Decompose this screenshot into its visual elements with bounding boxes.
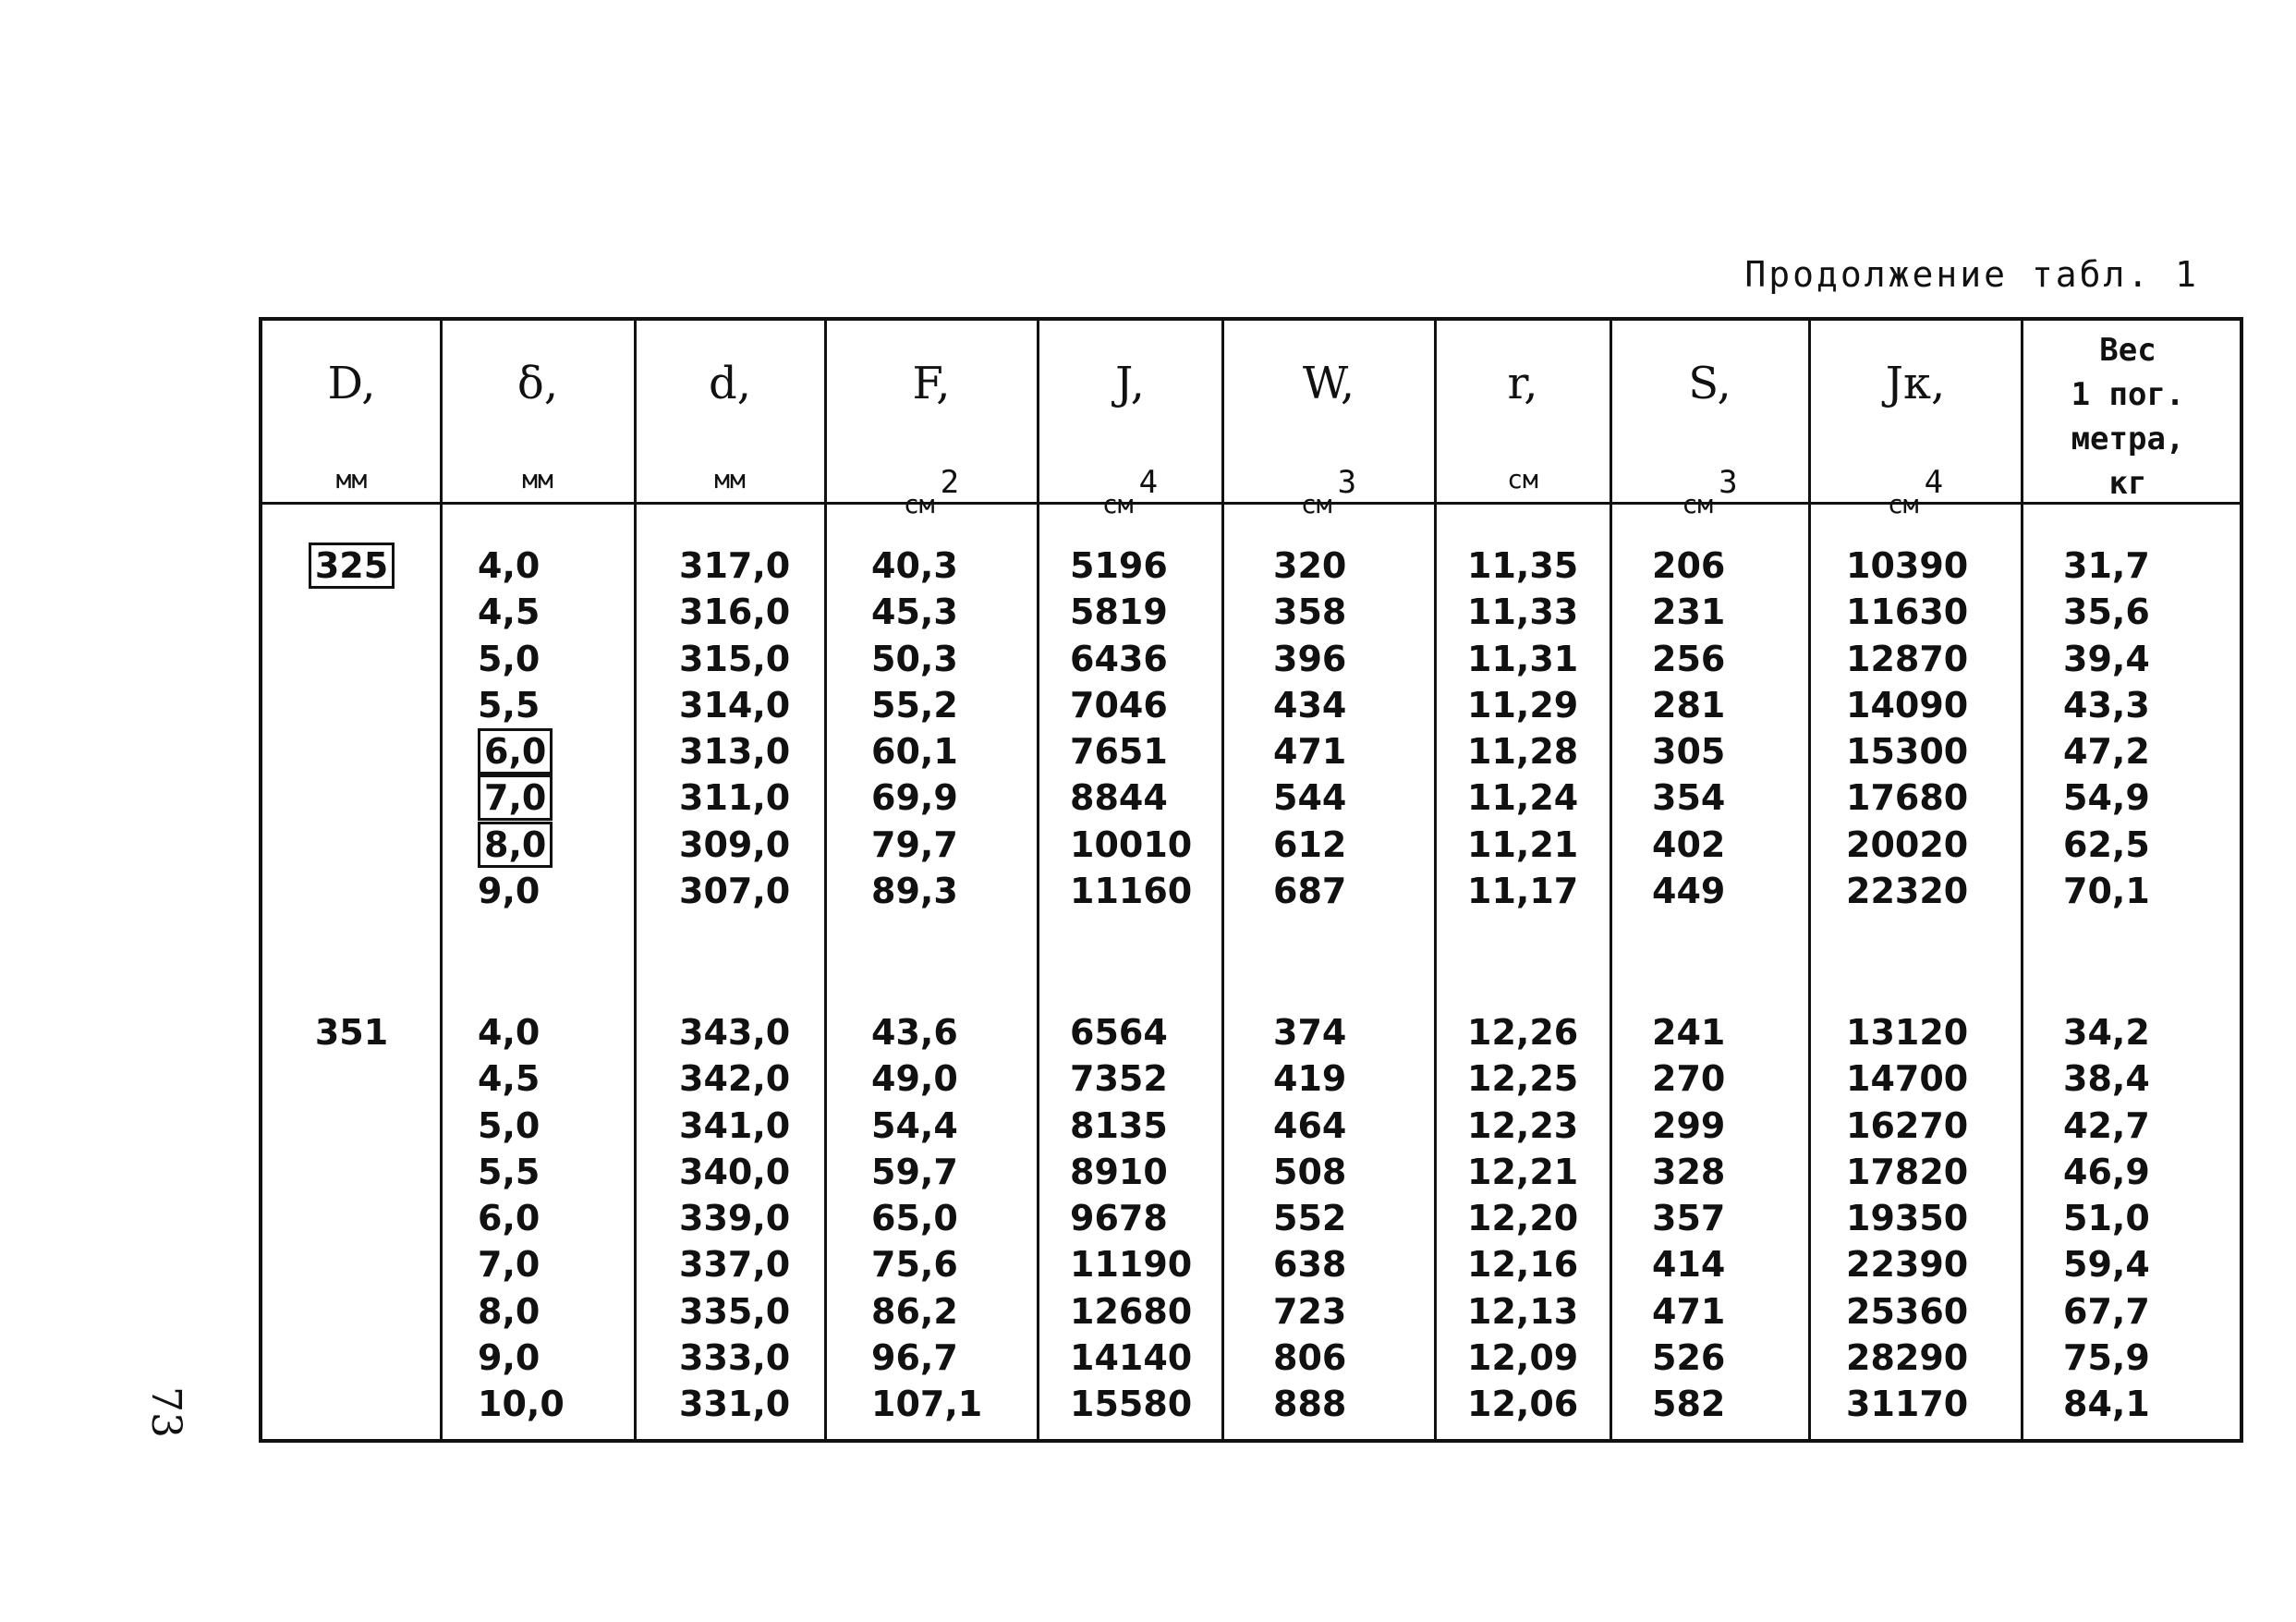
table-cell: 508	[1273, 1151, 1347, 1192]
table-cell: 14090	[1846, 684, 1969, 726]
table-cell: 34,2	[2063, 1012, 2150, 1053]
table-cell: 39,4	[2063, 638, 2150, 679]
table-cell: 8135	[1070, 1104, 1168, 1146]
header-unit: мм	[714, 464, 746, 494]
table-cell: 11,17	[1467, 871, 1579, 912]
table-cell: 337,0	[679, 1244, 791, 1286]
table-cell: 414	[1652, 1244, 1726, 1286]
table-cell: 612	[1273, 823, 1347, 865]
header-wall-thickness	[441, 321, 635, 502]
table-cell: 12,21	[1467, 1151, 1579, 1192]
table-cell: 340,0	[679, 1151, 791, 1192]
table-cell: 75,9	[2063, 1337, 2150, 1379]
table-cell: 687	[1273, 871, 1347, 912]
table-cell: 5,5	[478, 684, 541, 726]
table-cell: 5196	[1070, 545, 1168, 586]
table-cell: 9678	[1070, 1198, 1168, 1239]
header-symbol: J,	[1115, 358, 1145, 409]
table-cell: 11160	[1070, 871, 1193, 912]
section-modulus-column	[1273, 543, 1346, 914]
header-symbol: F,	[912, 358, 951, 409]
page-number: 73	[142, 1386, 189, 1438]
table-cell: 79,7	[871, 823, 958, 865]
table-cell: 281	[1652, 684, 1726, 726]
table-cell: 8,0	[478, 1290, 541, 1332]
table-cell: 12680	[1070, 1290, 1193, 1332]
table-cell: 11,24	[1467, 777, 1579, 819]
header-section-modulus	[1222, 321, 1435, 519]
table-cell: 419	[1273, 1058, 1347, 1100]
table-cell: 311,0	[679, 777, 791, 819]
table-cell: 54,9	[2063, 777, 2150, 819]
table-cell: 328	[1652, 1151, 1726, 1192]
table-cell: 5819	[1070, 591, 1168, 633]
header-symbol: r,	[1507, 358, 1538, 409]
table-cell: 342,0	[679, 1058, 791, 1100]
table-cell: 7651	[1070, 731, 1168, 773]
table-cell: 13120	[1846, 1012, 1969, 1053]
table-cell: 6564	[1070, 1012, 1168, 1053]
table-cell: 357	[1652, 1198, 1726, 1239]
table-cell: 4,0	[478, 545, 541, 586]
header-moment-inertia	[1038, 321, 1222, 519]
table-cell: 17820	[1846, 1151, 1969, 1192]
table-cell: 25360	[1846, 1290, 1969, 1332]
table-cell: 7352	[1070, 1058, 1168, 1100]
table-cell: 313,0	[679, 731, 791, 773]
header-unit: $см^3$	[1300, 464, 1357, 519]
table-cell: 305	[1652, 731, 1726, 773]
inner-diameter-column	[679, 1009, 790, 1428]
table-cell: 4,5	[478, 1058, 541, 1100]
table-cell: 107,1	[871, 1384, 983, 1425]
table-cell: 22390	[1846, 1244, 1969, 1286]
outer-diameter-value: 325	[262, 543, 441, 589]
table-cell: 6436	[1070, 638, 1168, 679]
table-cell: 12,23	[1467, 1104, 1579, 1146]
table-cell: 335,0	[679, 1290, 791, 1332]
header-unit: $см^4$	[1101, 464, 1159, 519]
table-cell: 65,0	[871, 1198, 958, 1239]
table-cell: 20020	[1846, 823, 1969, 865]
table-cell: 270	[1652, 1058, 1726, 1100]
header-torsion-moment	[1809, 321, 2022, 519]
table-cell: 19350	[1846, 1198, 1969, 1239]
table-cell: 89,3	[871, 871, 958, 912]
table-cell: 22320	[1846, 871, 1969, 912]
wall-thickness-column	[478, 1009, 565, 1428]
header-symbol: Jк,	[1885, 358, 1946, 409]
area-column	[871, 1009, 982, 1428]
table-cell: 75,6	[871, 1244, 958, 1286]
table-cell: 638	[1273, 1244, 1347, 1286]
table-cell: 9,0	[478, 871, 541, 912]
header-symbol: W,	[1302, 358, 1355, 409]
table-cell: 12,26	[1467, 1012, 1579, 1053]
table-cell: 231	[1652, 591, 1726, 633]
table-cell: 11,31	[1467, 638, 1579, 679]
table-cell: 9,0	[478, 1337, 541, 1379]
table-cell: 4,5	[478, 591, 541, 633]
table-cell: 59,4	[2063, 1244, 2150, 1286]
table-cell: 8,0	[478, 822, 553, 868]
table-cell: 51,0	[2063, 1198, 2150, 1239]
table-caption: Продолжение табл. 1	[1744, 254, 2199, 295]
table-cell: 49,0	[871, 1058, 958, 1100]
table-cell: 299	[1652, 1104, 1726, 1146]
table-cell: 333,0	[679, 1337, 791, 1379]
table-cell: 434	[1273, 684, 1347, 726]
header-symbol: d,	[709, 358, 751, 409]
table-cell: 38,4	[2063, 1058, 2150, 1100]
table-cell: 43,6	[871, 1012, 958, 1053]
table-cell: 70,1	[2063, 871, 2150, 912]
table-cell: 17680	[1846, 777, 1969, 819]
table-cell: 28290	[1846, 1337, 1969, 1379]
static-moment-column	[1652, 1009, 1725, 1428]
table-cell: 888	[1273, 1384, 1347, 1425]
table-cell: 7046	[1070, 684, 1168, 726]
table-cell: 316,0	[679, 591, 791, 633]
table-cell: 358	[1273, 591, 1347, 633]
moment-inertia-column	[1070, 1009, 1192, 1428]
outer-diameter-value: 351	[314, 1012, 389, 1053]
table-cell: 11,35	[1467, 545, 1579, 586]
table-cell: 343,0	[679, 1012, 791, 1053]
table-cell: 402	[1652, 823, 1726, 865]
table-cell: 7,0	[478, 774, 553, 821]
header-unit: см	[1507, 464, 1538, 494]
table-cell: 6,0	[478, 728, 553, 774]
table-cell: 256	[1652, 638, 1726, 679]
table-cell: 12,09	[1467, 1337, 1579, 1379]
table-cell: 374	[1273, 1012, 1347, 1053]
table-cell: 42,7	[2063, 1104, 2150, 1146]
table-cell: 5,0	[478, 638, 541, 679]
table-cell: 69,9	[871, 777, 958, 819]
table-cell: 10390	[1846, 545, 1969, 586]
table-cell: 544	[1273, 777, 1347, 819]
header-symbol: S,	[1688, 358, 1731, 409]
table-cell: 309,0	[679, 823, 791, 865]
table-cell: 449	[1652, 871, 1726, 912]
moment-inertia-column	[1070, 543, 1192, 914]
table-cell: 54,4	[871, 1104, 958, 1146]
table-cell: 60,1	[871, 731, 958, 773]
table-cell: 464	[1273, 1104, 1347, 1146]
table-cell: 471	[1652, 1290, 1726, 1332]
table-cell: 15300	[1846, 731, 1969, 773]
table-cell: 331,0	[679, 1384, 791, 1425]
table-cell: 354	[1652, 777, 1726, 819]
table-cell: 11,33	[1467, 591, 1579, 633]
table-cell: 96,7	[871, 1337, 958, 1379]
torsion-moment-column	[1846, 543, 1968, 914]
table-cell: 84,1	[2063, 1384, 2150, 1425]
header-outer-diameter	[262, 321, 441, 502]
table-cell: 307,0	[679, 871, 791, 912]
table-cell: 314,0	[679, 684, 791, 726]
table-cell: 10010	[1070, 823, 1193, 865]
table-cell: 11630	[1846, 591, 1969, 633]
table-cell: 47,2	[2063, 731, 2150, 773]
table-cell: 12,06	[1467, 1384, 1579, 1425]
table-cell: 723	[1273, 1290, 1347, 1332]
header-radius-gyration	[1435, 321, 1610, 502]
header-unit: $см^4$	[1887, 464, 1944, 519]
radius-gyration-column	[1467, 543, 1578, 914]
radius-gyration-column	[1467, 1009, 1578, 1428]
table-cell: 35,6	[2063, 591, 2150, 633]
table-cell: 67,7	[2063, 1290, 2150, 1332]
table-cell: 46,9	[2063, 1151, 2150, 1192]
table-cell: 12,20	[1467, 1198, 1579, 1239]
table-cell: 5,5	[478, 1151, 541, 1192]
table-cell: 62,5	[2063, 823, 2150, 865]
table-cell: 11,21	[1467, 823, 1579, 865]
table-cell: 806	[1273, 1337, 1347, 1379]
pipe-table	[259, 317, 2243, 1443]
table-cell: 55,2	[871, 684, 958, 726]
wall-thickness-column	[478, 543, 553, 914]
section-modulus-column	[1273, 1009, 1346, 1428]
table-cell: 11,29	[1467, 684, 1579, 726]
header-area	[825, 321, 1038, 519]
table-cell: 12,13	[1467, 1290, 1579, 1332]
inner-diameter-column	[679, 543, 790, 914]
header-static-moment	[1610, 321, 1809, 519]
weight-per-meter-column	[2063, 543, 2150, 914]
table-cell: 16270	[1846, 1104, 1969, 1146]
table-cell: 7,0	[478, 1244, 541, 1286]
torsion-moment-column	[1846, 1009, 1968, 1428]
table-cell: 4,0	[478, 1012, 541, 1053]
table-cell: 12,25	[1467, 1058, 1579, 1100]
table-cell: 11,28	[1467, 731, 1579, 773]
header-weight-per-meter	[2022, 321, 2234, 502]
table-cell: 341,0	[679, 1104, 791, 1146]
header-unit: мм	[335, 464, 368, 494]
table-cell: 12870	[1846, 638, 1969, 679]
table-cell: 15580	[1070, 1384, 1193, 1425]
table-cell: 8844	[1070, 777, 1168, 819]
table-cell: 50,3	[871, 638, 958, 679]
header-inner-diameter	[635, 321, 825, 502]
header-symbol: δ,	[516, 358, 559, 409]
table-cell: 14700	[1846, 1058, 1969, 1100]
table-cell: 5,0	[478, 1104, 541, 1146]
table-cell: 10,0	[478, 1384, 565, 1425]
static-moment-column	[1652, 543, 1725, 914]
table-cell: 6,0	[478, 1198, 541, 1239]
header-unit: $см^3$	[1682, 464, 1738, 519]
table-cell: 526	[1652, 1337, 1726, 1379]
header-unit: $см^2$	[903, 464, 960, 519]
table-cell: 206	[1652, 545, 1726, 586]
table-cell: 31170	[1846, 1384, 1969, 1425]
header-symbol: D,	[327, 358, 376, 409]
table-cell: 339,0	[679, 1198, 791, 1239]
table-cell: 8910	[1070, 1151, 1168, 1192]
table-cell: 471	[1273, 731, 1347, 773]
table-cell: 11190	[1070, 1244, 1193, 1286]
table-cell: 86,2	[871, 1290, 958, 1332]
table-cell: 59,7	[871, 1151, 958, 1192]
table-cell: 317,0	[679, 545, 791, 586]
table-cell: 582	[1652, 1384, 1726, 1425]
header-weight-label: Вес 1 пог. метра, кг	[2071, 332, 2185, 502]
table-cell: 14140	[1070, 1337, 1193, 1379]
header-unit: мм	[522, 464, 553, 494]
table-cell: 31,7	[2063, 545, 2150, 586]
table-cell: 43,3	[2063, 684, 2150, 726]
table-cell: 45,3	[871, 591, 958, 633]
area-column	[871, 543, 958, 914]
table-cell: 12,16	[1467, 1244, 1579, 1286]
table-cell: 241	[1652, 1012, 1726, 1053]
weight-per-meter-column	[2063, 1009, 2150, 1428]
table-cell: 40,3	[871, 545, 958, 586]
table-cell: 315,0	[679, 638, 791, 679]
table-cell: 552	[1273, 1198, 1347, 1239]
table-cell: 396	[1273, 638, 1347, 679]
table-cell: 320	[1273, 545, 1347, 586]
